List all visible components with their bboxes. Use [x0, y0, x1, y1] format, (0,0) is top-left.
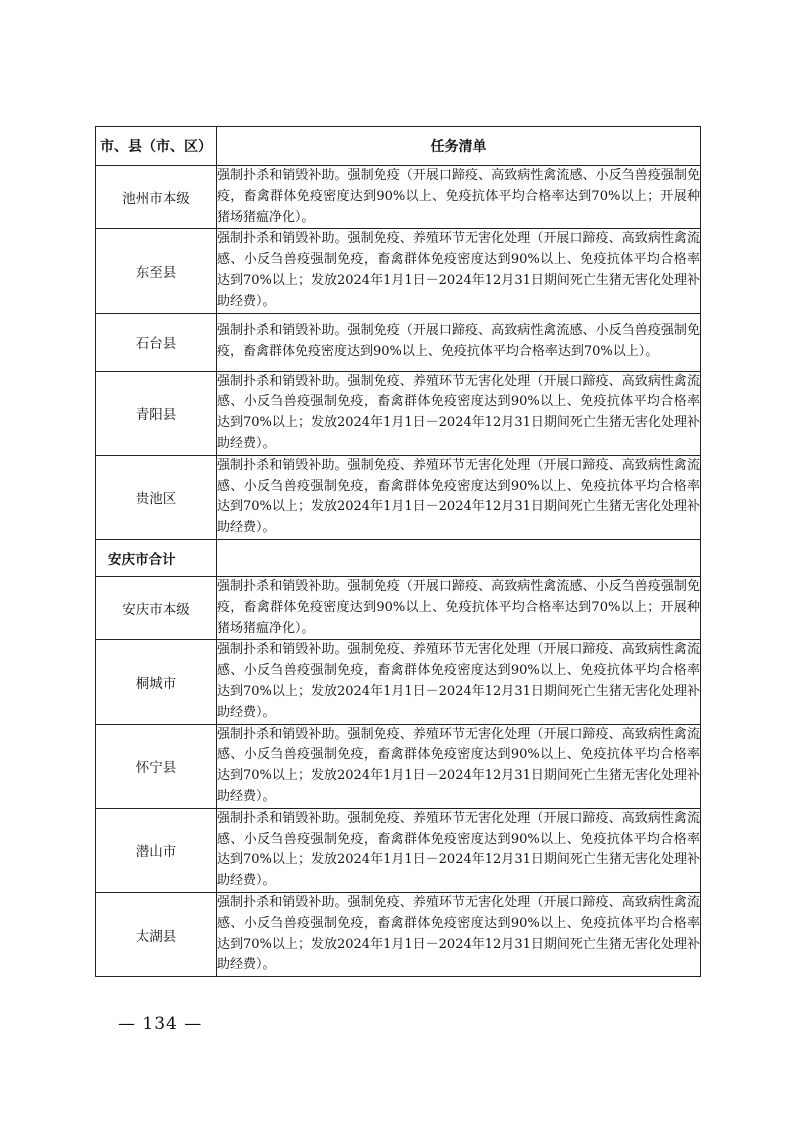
- table-row: [96, 229, 701, 313]
- task-cell: [217, 539, 701, 576]
- task-list-table: [95, 126, 701, 977]
- table-row: [96, 724, 701, 808]
- task-cell: 强制扑杀和销毁补助。强制免疫、养殖环节无害化处理（开展口蹄疫、高致病性禽流感、小反刍兽疫强制免疫，畜禽群体免疫密度达到90%以上、免疫抗体平均合格率达到70%以上；发放2024年1月1日－2024年12月31日期间死亡生猪无害化处理补助经费）。: [217, 640, 701, 724]
- table-row: [96, 640, 701, 724]
- task-cell: 强制扑杀和销毁补助。强制免疫（开展口蹄疫、高致病性禽流感、小反刍兽疫强制免疫，畜禽群体免疫密度达到90%以上、免疫抗体平均合格率达到70%以上）。: [217, 313, 701, 371]
- task-cell: 强制扑杀和销毁补助。强制免疫、养殖环节无害化处理（开展口蹄疫、高致病性禽流感、小反刍兽疫强制免疫，畜禽群体免疫密度达到90%以上、免疫抗体平均合格率达到70%以上；发放2024年1月1日－2024年12月31日期间死亡生猪无害化处理补助经费）。: [217, 229, 701, 313]
- region-cell: 青阳县: [96, 371, 217, 455]
- region-cell: 潜山市: [96, 808, 217, 892]
- region-cell: 池州市本级: [96, 166, 217, 229]
- table-row: [96, 808, 701, 892]
- region-cell: 东至县: [96, 229, 217, 313]
- task-cell: 强制扑杀和销毁补助。强制免疫（开展口蹄疫、高致病性禽流感、小反刍兽疫强制免疫，畜禽群体免疫密度达到90%以上、免疫抗体平均合格率达到70%以上；开展种猪场猪瘟净化）。: [217, 166, 701, 229]
- region-cell: 怀宁县: [96, 724, 217, 808]
- table-row: [96, 455, 701, 539]
- region-cell: 安庆市本级: [96, 576, 217, 639]
- table-header-row: [96, 127, 701, 166]
- subtotal-row: [96, 539, 701, 576]
- table-row: [96, 313, 701, 371]
- table-row: [96, 576, 701, 639]
- task-cell: 强制扑杀和销毁补助。强制免疫、养殖环节无害化处理（开展口蹄疫、高致病性禽流感、小反刍兽疫强制免疫，畜禽群体免疫密度达到90%以上、免疫抗体平均合格率达到70%以上；发放2024年1月1日－2024年12月31日期间死亡生猪无害化处理补助经费）。: [217, 892, 701, 976]
- region-cell: 贵池区: [96, 455, 217, 539]
- header-task: 任务清单: [217, 127, 701, 166]
- region-cell: 石台县: [96, 313, 217, 371]
- table-row: [96, 371, 701, 455]
- task-cell: 强制扑杀和销毁补助。强制免疫（开展口蹄疫、高致病性禽流感、小反刍兽疫强制免疫，畜禽群体免疫密度达到90%以上、免疫抗体平均合格率达到70%以上；开展种猪场猪瘟净化）。: [217, 576, 701, 639]
- task-cell: 强制扑杀和销毁补助。强制免疫、养殖环节无害化处理（开展口蹄疫、高致病性禽流感、小反刍兽疫强制免疫，畜禽群体免疫密度达到90%以上、免疫抗体平均合格率达到70%以上；发放2024年1月1日－2024年12月31日期间死亡生猪无害化处理补助经费）。: [217, 371, 701, 455]
- region-cell: 太湖县: [96, 892, 217, 976]
- region-cell: 桐城市: [96, 640, 217, 724]
- page-number: — 134 —: [118, 1014, 203, 1034]
- table-row: [96, 166, 701, 229]
- task-cell: 强制扑杀和销毁补助。强制免疫、养殖环节无害化处理（开展口蹄疫、高致病性禽流感、小反刍兽疫强制免疫，畜禽群体免疫密度达到90%以上、免疫抗体平均合格率达到70%以上；发放2024年1月1日－2024年12月31日期间死亡生猪无害化处理补助经费）。: [217, 808, 701, 892]
- subtotal-region-cell: 安庆市合计: [96, 539, 217, 576]
- table-row: [96, 892, 701, 976]
- task-cell: 强制扑杀和销毁补助。强制免疫、养殖环节无害化处理（开展口蹄疫、高致病性禽流感、小反刍兽疫强制免疫，畜禽群体免疫密度达到90%以上、免疫抗体平均合格率达到70%以上；发放2024年1月1日－2024年12月31日期间死亡生猪无害化处理补助经费）。: [217, 724, 701, 808]
- header-region: 市、县（市、区）: [96, 127, 217, 166]
- task-cell: 强制扑杀和销毁补助。强制免疫、养殖环节无害化处理（开展口蹄疫、高致病性禽流感、小反刍兽疫强制免疫，畜禽群体免疫密度达到90%以上、免疫抗体平均合格率达到70%以上；发放2024年1月1日－2024年12月31日期间死亡生猪无害化处理补助经费）。: [217, 455, 701, 539]
